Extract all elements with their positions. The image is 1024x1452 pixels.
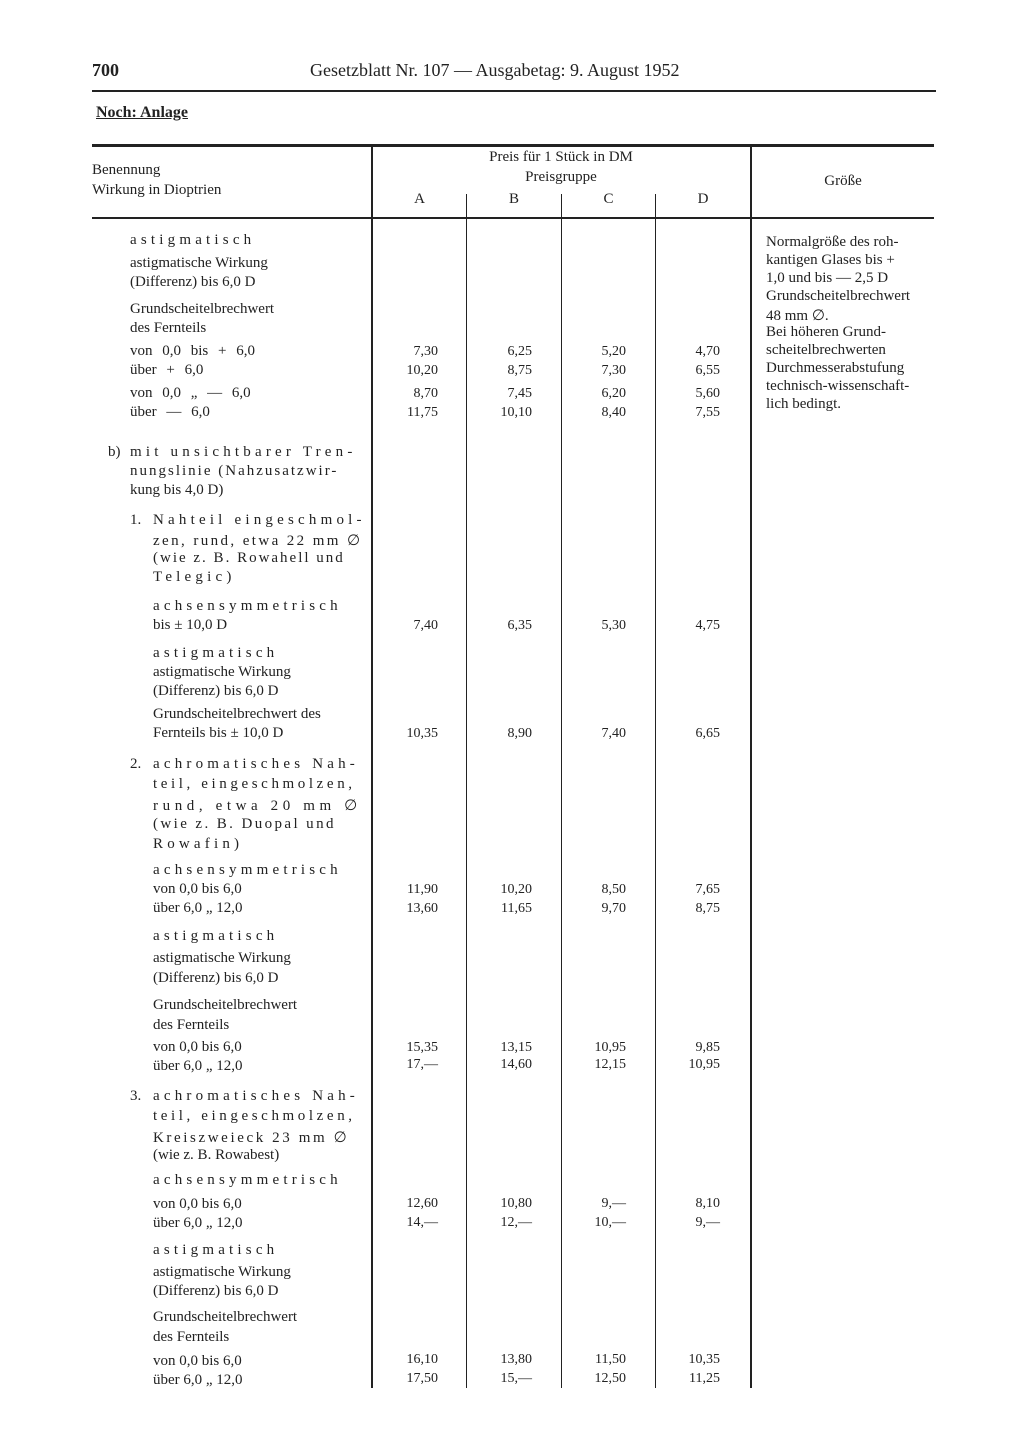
item2-axis-heading: achsensymmetrisch (153, 862, 342, 878)
item2-astig-heading: astigmatisch (153, 928, 279, 944)
item2-line: Rowafin) (153, 836, 244, 852)
price-b: 15,— (500, 1371, 532, 1386)
price-a: 11,90 (407, 882, 438, 897)
price-b: 13,15 (500, 1040, 532, 1055)
price-b: 10,20 (500, 882, 532, 897)
section-b-line: nungslinie (Nahzusatzwir- (130, 463, 339, 479)
price-a: 14,— (406, 1215, 438, 1230)
price-c: 5,20 (601, 344, 626, 359)
item3-astig-desc: (Differenz) bis 6,0 D (153, 1283, 279, 1299)
row-label: von 0,0 bis 6,0 (153, 1039, 242, 1055)
item2-line: rund, etwa 20 mm ∅ (153, 798, 362, 814)
price-c: 12,50 (594, 1371, 626, 1386)
header-group-a: A (414, 191, 425, 207)
price-b: 6,25 (507, 344, 532, 359)
row-label: über 6,0 „ 12,0 (153, 900, 243, 916)
item2-astig-desc: (Differenz) bis 6,0 D (153, 970, 279, 986)
header-rule (92, 90, 936, 92)
item1-astig-desc: (Differenz) bis 6,0 D (153, 683, 279, 699)
price-c: 6,20 (601, 386, 626, 401)
part1-desc: Grundscheitelbrechwert (130, 301, 275, 317)
price-a: 10,35 (406, 726, 438, 741)
price-d: 8,10 (695, 1196, 720, 1211)
table-top-rule (92, 144, 934, 147)
price-b: 8,75 (507, 363, 532, 378)
header-wirkung: Wirkung in Dioptrien (92, 182, 222, 198)
price-c: 10,95 (594, 1040, 626, 1055)
item2-line: achromatisches Nah- (153, 756, 359, 772)
price-c: 5,30 (601, 618, 626, 633)
price-a: 16,10 (406, 1352, 438, 1367)
part1-desc: des Fernteils (130, 320, 207, 336)
price-c: 11,50 (595, 1352, 626, 1367)
price-d: 9,— (695, 1215, 720, 1230)
section-b-line: mit unsichtbarer Tren- (130, 444, 357, 460)
price-c: 10,— (594, 1215, 626, 1230)
price-c: 9,— (601, 1196, 626, 1211)
size-note-line: Normalgröße des roh- (766, 234, 899, 250)
price-a: 8,70 (413, 386, 438, 401)
price-c: 12,15 (594, 1057, 626, 1072)
price-d: 8,75 (695, 901, 720, 916)
size-note-line: 1,0 und bis — 2,5 D (766, 270, 889, 286)
price-b: 14,60 (500, 1057, 532, 1072)
item2-number: 2. (130, 756, 142, 772)
price-b: 11,65 (501, 901, 532, 916)
item1-line: Telegic) (153, 569, 236, 585)
page-header-title: Gesetzblatt Nr. 107 — Ausgabetag: 9. August 1952 (310, 60, 680, 80)
price-d: 10,95 (688, 1057, 720, 1072)
item1-axis-heading: achsensymmetrisch (153, 598, 342, 614)
item2-line: (wie z. B. Duopal und (153, 816, 336, 832)
price-a: 12,60 (406, 1196, 438, 1211)
header-group-c: C (603, 191, 614, 207)
price-b: 8,90 (507, 726, 532, 741)
row-label: bis ± 10,0 D (153, 617, 228, 633)
row-label: über 6,0 „ 12,0 (153, 1058, 243, 1074)
size-note-line: Bei höheren Grund- (766, 324, 886, 340)
row-label: über + 6,0 (130, 362, 204, 378)
price-a: 17,— (406, 1057, 438, 1072)
price-a: 13,60 (406, 901, 438, 916)
size-note-line: Durchmesserabstufung (766, 360, 905, 376)
price-b: 7,45 (507, 386, 532, 401)
item2-astig-desc: Grundscheitelbrechwert (153, 997, 298, 1013)
size-note-line: Grundscheitelbrechwert (766, 288, 911, 304)
row-label: über 6,0 „ 12,0 (153, 1372, 243, 1388)
row-label: über 6,0 „ 12,0 (153, 1215, 243, 1231)
price-d: 11,25 (689, 1371, 720, 1386)
price-d: 4,70 (695, 344, 720, 359)
price-a: 17,50 (406, 1371, 438, 1386)
item1-line: Nahteil eingeschmol- (153, 512, 366, 528)
price-d: 7,55 (695, 405, 720, 420)
item2-line: teil, eingeschmolzen, (153, 776, 356, 792)
item1-astig-desc: Grundscheitelbrechwert des (153, 706, 321, 722)
part1-desc: astigmatische Wirkung (130, 255, 268, 271)
price-b: 10,10 (500, 405, 532, 420)
item3-line: achromatisches Nah- (153, 1088, 359, 1104)
price-d: 6,65 (695, 726, 720, 741)
item3-line: teil, eingeschmolzen, (153, 1108, 356, 1124)
header-benennung: Benennung (92, 162, 161, 178)
price-a: 7,40 (413, 618, 438, 633)
price-a: 7,30 (413, 344, 438, 359)
section-b-marker: b) (108, 444, 121, 460)
price-d: 5,60 (695, 386, 720, 401)
row-label: von 0,0 bis 6,0 (153, 1196, 242, 1212)
row-label: von 0,0 „ — 6,0 (130, 385, 251, 401)
item3-astig-desc: astigmatische Wirkung (153, 1264, 291, 1280)
size-note-line: scheitelbrechwerten (766, 342, 886, 358)
price-c: 8,50 (601, 882, 626, 897)
section-b-line: kung bis 4,0 D) (130, 482, 224, 498)
item1-line: zen, rund, etwa 22 mm ∅ (153, 533, 363, 549)
price-a: 10,20 (406, 363, 438, 378)
section-title: Noch: Anlage (96, 104, 188, 121)
header-groesse: Größe (824, 173, 862, 189)
price-b: 6,35 (507, 618, 532, 633)
part1-desc: (Differenz) bis 6,0 D (130, 274, 256, 290)
price-c: 8,40 (601, 405, 626, 420)
price-a: 11,75 (407, 405, 438, 420)
header-price-title: Preis für 1 Stück in DM (489, 149, 633, 165)
price-c: 7,30 (601, 363, 626, 378)
price-d: 9,85 (695, 1040, 720, 1055)
price-b: 10,80 (500, 1196, 532, 1211)
item2-astig-desc: des Fernteils (153, 1017, 230, 1033)
price-d: 10,35 (688, 1352, 720, 1367)
item3-astig-desc: des Fernteils (153, 1329, 230, 1345)
item1-astig-heading: astigmatisch (153, 645, 279, 661)
table-header-rule (92, 217, 934, 219)
row-label: von 0,0 bis 6,0 (153, 1353, 242, 1369)
column-divider-2 (750, 146, 752, 1388)
item3-line: (wie z. B. Rowabest) (153, 1147, 280, 1163)
page-number: 700 (92, 60, 119, 80)
price-d: 7,65 (695, 882, 720, 897)
size-note-line: technisch-wissenschaft- (766, 378, 910, 394)
price-c: 9,70 (601, 901, 626, 916)
price-d: 4,75 (695, 618, 720, 633)
price-c: 7,40 (601, 726, 626, 741)
size-note-line: 48 mm ∅. (766, 308, 829, 324)
header-preisgruppe: Preisgruppe (525, 169, 597, 185)
header-group-d: D (697, 191, 709, 207)
item1-line: (wie z. B. Rowahell und (153, 550, 345, 566)
price-b: 13,80 (500, 1352, 532, 1367)
item3-number: 3. (130, 1088, 142, 1104)
item3-astig-desc: Grundscheitelbrechwert (153, 1309, 298, 1325)
item3-axis-heading: achsensymmetrisch (153, 1172, 342, 1188)
item3-astig-heading: astigmatisch (153, 1242, 279, 1258)
price-a: 15,35 (406, 1040, 438, 1055)
size-note-line: lich bedingt. (766, 396, 841, 412)
item2-astig-desc: astigmatische Wirkung (153, 950, 291, 966)
item1-number: 1. (130, 512, 142, 528)
row-label: von 0,0 bis + 6,0 (130, 343, 255, 359)
row-label: über — 6,0 (130, 404, 210, 420)
row-label: Fernteils bis ± 10,0 D (153, 725, 284, 741)
size-note-line: kantigen Glases bis + (766, 252, 895, 268)
header-group-b: B (508, 191, 519, 207)
price-d: 6,55 (695, 363, 720, 378)
price-b: 12,— (500, 1215, 532, 1230)
part1-heading: astigmatisch (130, 232, 256, 248)
item3-line: Kreiszweieck 23 mm ∅ (153, 1130, 350, 1146)
row-label: von 0,0 bis 6,0 (153, 881, 242, 897)
item1-astig-desc: astigmatische Wirkung (153, 664, 291, 680)
